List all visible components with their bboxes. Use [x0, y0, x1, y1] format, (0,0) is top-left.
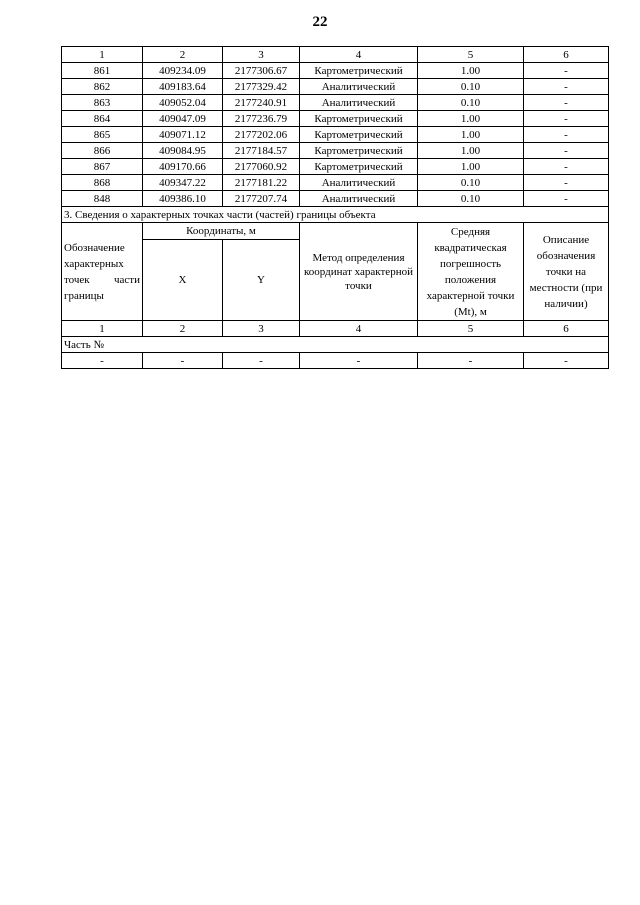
table-cell: 863: [62, 95, 143, 111]
table-cell: -: [524, 143, 609, 159]
table-cell: 1.00: [418, 127, 524, 143]
col-error: Средняя квадратическая погрешность положения характерной точки (Mt), м: [418, 223, 524, 321]
col-designation: Обозначение характерных точек части границы: [62, 223, 143, 321]
table-cell: 0.10: [418, 95, 524, 111]
table-cell: -: [143, 353, 223, 369]
col-description: Описание обозначения точки на местности (при наличии): [524, 223, 609, 321]
table-cell: 2177306.67: [223, 63, 300, 79]
table-cell: 3: [223, 47, 300, 63]
section-3: [62, 207, 609, 369]
table-row: [62, 95, 609, 111]
table-cell: 409386.10: [143, 191, 223, 207]
table-cell: 2177202.06: [223, 127, 300, 143]
table-cell: Картометрический: [300, 159, 418, 175]
table-cell: 1.00: [418, 63, 524, 79]
col-x: X: [143, 240, 223, 321]
column-number: 5: [418, 321, 524, 337]
table-cell: -: [62, 353, 143, 369]
table-cell: 6: [524, 47, 609, 63]
table-row: [62, 159, 609, 175]
table-cell: Аналитический: [300, 191, 418, 207]
table-cell: 2177240.91: [223, 95, 300, 111]
table-cell: 409084.95: [143, 143, 223, 159]
table-cell: 1: [62, 47, 143, 63]
table-cell: -: [524, 175, 609, 191]
table-cell: 0.10: [418, 175, 524, 191]
points-table: [61, 46, 609, 369]
table-cell: -: [300, 353, 418, 369]
table-row: [62, 175, 609, 191]
column-number: 6: [524, 321, 609, 337]
section-3-title: 3. Сведения о характерных точках части (частей) границы объекта: [62, 207, 609, 223]
table-row: [62, 63, 609, 79]
table-cell: 1.00: [418, 111, 524, 127]
table-cell: 1.00: [418, 159, 524, 175]
empty-row: [62, 353, 609, 369]
column-number: 3: [223, 321, 300, 337]
header-row: [62, 47, 609, 63]
table-cell: Картометрический: [300, 143, 418, 159]
table-cell: 0.10: [418, 79, 524, 95]
table-cell: 1.00: [418, 143, 524, 159]
table-cell: 409347.22: [143, 175, 223, 191]
col-y: Y: [223, 240, 300, 321]
table-cell: -: [223, 353, 300, 369]
table-cell: 861: [62, 63, 143, 79]
table-cell: 2177060.92: [223, 159, 300, 175]
table-cell: -: [524, 353, 609, 369]
column-numbers-row: [62, 321, 609, 337]
table-row: [62, 191, 609, 207]
table-cell: 409047.09: [143, 111, 223, 127]
table-cell: Картометрический: [300, 111, 418, 127]
table-cell: 409234.09: [143, 63, 223, 79]
table-cell: Картометрический: [300, 127, 418, 143]
table-cell: 409170.66: [143, 159, 223, 175]
table-cell: -: [418, 353, 524, 369]
table-cell: -: [524, 159, 609, 175]
table-cell: 0.10: [418, 191, 524, 207]
table-cell: 848: [62, 191, 143, 207]
table-cell: 2177207.74: [223, 191, 300, 207]
table-cell: 2177181.22: [223, 175, 300, 191]
table-cell: 5: [418, 47, 524, 63]
part-label: Часть №: [62, 337, 609, 353]
table-cell: Аналитический: [300, 79, 418, 95]
table-cell: 409183.64: [143, 79, 223, 95]
table-cell: -: [524, 79, 609, 95]
table-cell: 409052.04: [143, 95, 223, 111]
table-cell: 2: [143, 47, 223, 63]
table-cell: -: [524, 111, 609, 127]
table-cell: -: [524, 63, 609, 79]
table-cell: 862: [62, 79, 143, 95]
table-cell: 2177329.42: [223, 79, 300, 95]
table-cell: -: [524, 95, 609, 111]
table-row: [62, 143, 609, 159]
column-number: 4: [300, 321, 418, 337]
table-cell: 864: [62, 111, 143, 127]
column-number: 2: [143, 321, 223, 337]
table-cell: 867: [62, 159, 143, 175]
table-row: [62, 111, 609, 127]
table-cell: Аналитический: [300, 175, 418, 191]
table-cell: 409071.12: [143, 127, 223, 143]
table-cell: 866: [62, 143, 143, 159]
table-cell: 4: [300, 47, 418, 63]
table-cell: 865: [62, 127, 143, 143]
table-cell: -: [524, 127, 609, 143]
table-cell: 2177236.79: [223, 111, 300, 127]
table-row: [62, 127, 609, 143]
table-row: [62, 79, 609, 95]
table-cell: 868: [62, 175, 143, 191]
points-table-body: [62, 47, 609, 207]
table-cell: 2177184.57: [223, 143, 300, 159]
page-number: 22: [312, 14, 328, 30]
table-cell: Аналитический: [300, 95, 418, 111]
col-coordinates: Координаты, м: [143, 223, 300, 240]
table-cell: Картометрический: [300, 63, 418, 79]
col-method: Метод определения координат характерной точки: [300, 223, 418, 321]
table-cell: -: [524, 191, 609, 207]
column-number: 1: [62, 321, 143, 337]
